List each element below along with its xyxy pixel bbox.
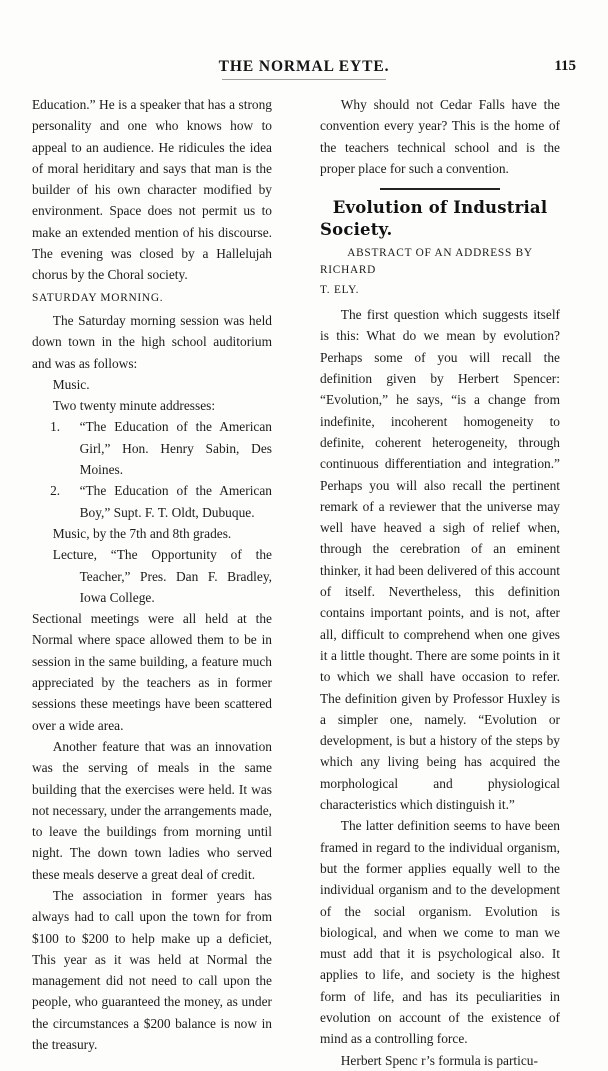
running-head-title: THE NORMAL EYTE. [218,58,390,75]
list-item-text: “The Education of the American Boy,” Supt. F. T. Oldt, Dubuque. [79,483,272,520]
list-item [32,480,272,523]
list-item-number: 2. [50,483,61,499]
programme-lecture: Lecture, “The Opportunity of the Teacher,” Pres. Dan F. Bradley, Iowa College. [52,547,272,605]
column-right [320,94,560,1071]
text-columns [0,94,608,1068]
article-byline-line-2: T. ELY. [320,284,360,297]
paragraph-cedar-falls: Why should not Cedar Falls have the convention every year? This is the home of the teachers technical school and is the proper place for such a convention. [320,97,560,176]
paragraph-session: The Saturday morning session was held down town in the high school auditorium and was as follows: [32,312,272,371]
article-byline-line-1: ABSTRACT OF AN ADDRESS BY RICHARD [320,247,533,277]
programme-music-first: Music. [52,376,90,392]
programme-music-second: Music, by the 7th and 8th grades. [52,525,232,541]
list-item [32,416,272,480]
subhead-saturday-morning: SATURDAY MORNING. [32,291,164,304]
running-head [0,58,608,84]
paragraph-sectional-meetings: Sectional meetings were all held at the Normal where space allowed them to be in session in the same building, a feature much appreciated by the teachers as in former sessions these meetings have been scattered over a wide area. [32,611,272,733]
article-paragraph-2: The latter definition seems to have been framed in regard to the individual organism, but the former applies equally well to the individual organism and to the development of the social organism. Evolution is biological, and when we come to man we must add that it is psychological also. It applies to life, and society is the highest form of life, and has its peculiarities in evolution on account of the existence of mind as a controlling force. [320,818,560,1047]
running-head-rule [222,79,386,80]
article-title: Evolution of Industrial Society. [320,198,548,240]
programme-addresses-intro: Two twenty minute addresses: [52,398,216,414]
column-left [32,94,272,1055]
article-paragraph-3-catchline: Herbert Spenc r’s formula is particu- [340,1052,538,1068]
section-divider-rule [380,188,500,190]
paragraph-continued: Education.” He is a speaker that has a strong personality and one who knows how to appeal to an audience. He ridicules the idea of moral heriditary and says that man is the builder of his own character modified by environment. Space does not permit us to make an extended mention of his discourse. The evening was closed by a Hallelujah chorus by the Choral society. [32,97,272,283]
list-item-text: “The Education of the American Girl,” Hon. Henry Sabin, Des Moines. [79,419,272,478]
paragraph-association-finances: The association in former years has always had to call upon the town for from $100 to $200 to help make up a deficiet, This year as it was held at Normal the management did not need to call upon the people, who guaranteed the money, as under the circumstances a $200 balance is now in the treasury. [32,887,272,1053]
article-paragraph-1: The first question which suggests itself is this: What do we mean by evolution? Perhaps some of you will recall the definition given by Herbert Spencer: “Evolution,” he says, “is a change from indefinite, incoherent homogeneity to definite, coherent heterogeneity, through continuous differentiation and integration.” Perhaps you will also recall the pertinent remark of a reviewer that the universe may well have heaved a sigh of relief when, through the cerebration of an eminent thinker, it had been delivered of this account of itself. Nevertheless, this definition contains important points, and is not, after all, difficult to comprehend when one gives it a little thought. There are some points in it to which we shall have occasion to refer. The definition given by Professor Huxley is a simpler one, namely. “Evolution or development, is but a history of the steps by which any living being has acquired the morphological and physiological characteristics which distinguish it.” [320,307,560,813]
paragraph-innovation: Another feature that was an innovation was the serving of meals in the same building that the exercises were held. It was not necessary, under the arrangements made, to leave the buildings from morning until night. The down town ladies who served these meals deserve a great deal of credit. [32,738,272,882]
page-number: 115 [554,58,576,74]
list-item-number: 1. [50,419,61,435]
